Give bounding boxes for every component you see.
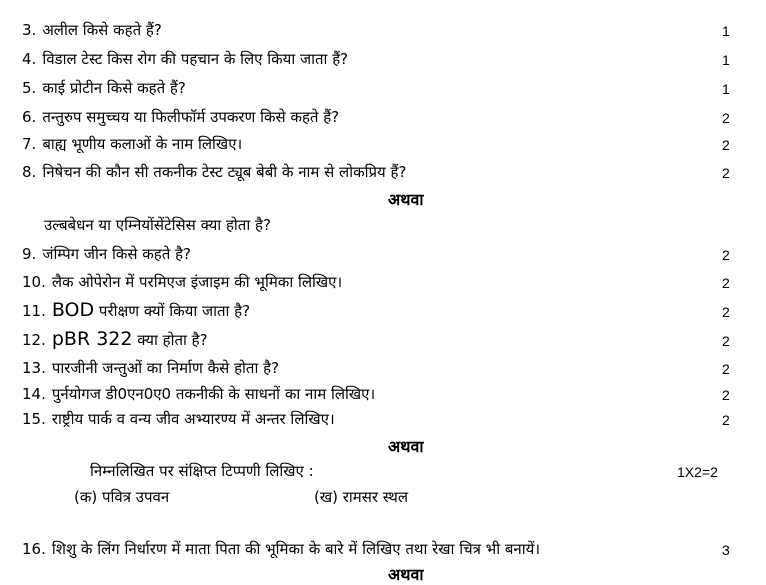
question-number: 7. [22,135,37,153]
question-text: निषेचन की कौन सी तकनीक टेस्ट ट्यूब बेबी के नाम से लोकप्रिय हैं? [42,163,407,181]
question-text: लैक ओपेरोन में परमिएज इंजाइम की भूमिका लिखिए। [51,273,343,291]
question-number: 14. [22,385,46,403]
question-number: 8. [22,163,37,181]
question-text: पारजीनी जन्तुओं का निर्माण कैसे होता है? [51,359,280,377]
question-4 [22,49,348,69]
question-number: 4. [22,50,37,68]
question-12 [22,328,208,350]
question-number: 10. [22,273,46,291]
marks: 2 [722,247,730,263]
question-text: क्या होता है? [132,331,208,349]
or-label: अथवा [388,190,424,209]
question-text: काई प्रोटीन किसे कहते हैं? [42,79,186,97]
question-number: 13. [22,359,46,377]
question-15 [22,409,335,429]
question-16 [22,539,540,559]
question-13 [22,358,279,378]
note-option-a: (क) पवित्र उपवन [74,488,170,506]
or-label: अथवा [388,437,424,456]
question-number: 12. [22,331,46,349]
question-lead: BOD [51,299,95,321]
question-14 [22,384,375,404]
question-10 [22,272,342,292]
marks: 2 [722,165,730,181]
question-text: शिशु के लिंग निर्धारण में माता पिता की भूमिका के बारे में लिखिए तथा रेखा चित्र भी बनायें। [51,540,541,558]
question-text: अलील किसे कहते हैं? [42,21,162,39]
question-text: परीक्षण क्यों किया जाता है? [94,302,251,320]
marks: 2 [722,304,730,320]
question-number: 16. [22,540,46,558]
marks: 2 [722,333,730,349]
short-notes-instruction [90,461,314,481]
marks: 2 [722,137,730,153]
question-text: विडाल टेस्ट किस रोग की पहचान के लिए किया जाता हैं? [42,50,349,68]
question-text: पुर्नयोगज डी0एन0ए0 तकनीकी के साधनों का नाम लिखिए। [51,385,376,403]
question-number: 15. [22,410,46,428]
question-text: बाह्य भूणीय कलाओं के नाम लिखिए। [42,135,243,153]
question-number: 6. [22,108,37,126]
or-label: अथवा [388,565,424,584]
question-5 [22,78,186,98]
marks: 1 [722,52,730,68]
question-text: निम्नलिखित पर संक्षिप्त टिप्पणी लिखिए : [90,462,314,480]
question-8-alternative [44,215,271,235]
marks: 2 [722,412,730,428]
question-number: 9. [22,245,37,263]
question-number: 3. [22,21,37,39]
question-text: तन्तुरुप समुच्चय या फिलीफॉर्म उपकरण किसे कहते हैं? [42,108,340,126]
question-6 [22,107,339,127]
question-number: 11. [22,302,46,320]
question-text: उल्बबेधन या एम्नियोंसेंटेसिस क्या होता है? [44,216,271,234]
question-text: जंम्पिग जीन किसे कहते है? [42,245,191,263]
marks: 1X2=2 [677,464,718,480]
marks: 2 [722,110,730,126]
question-number: 5. [22,79,37,97]
question-3 [22,20,162,40]
note-option-b: (ख) रामसर स्थल [314,488,409,506]
question-text: राष्ट्रीय पार्क व वन्य जीव अभ्यारण्य में अन्तर लिखिए। [51,410,335,428]
marks: 2 [722,387,730,403]
marks: 1 [722,23,730,39]
marks: 3 [722,542,730,558]
question-7 [22,134,242,154]
question-8 [22,162,406,182]
marks: 2 [722,361,730,377]
question-9 [22,244,191,264]
marks: 2 [722,275,730,291]
question-lead: pBR 322 [51,328,133,350]
question-11 [22,299,250,321]
marks: 1 [722,81,730,97]
